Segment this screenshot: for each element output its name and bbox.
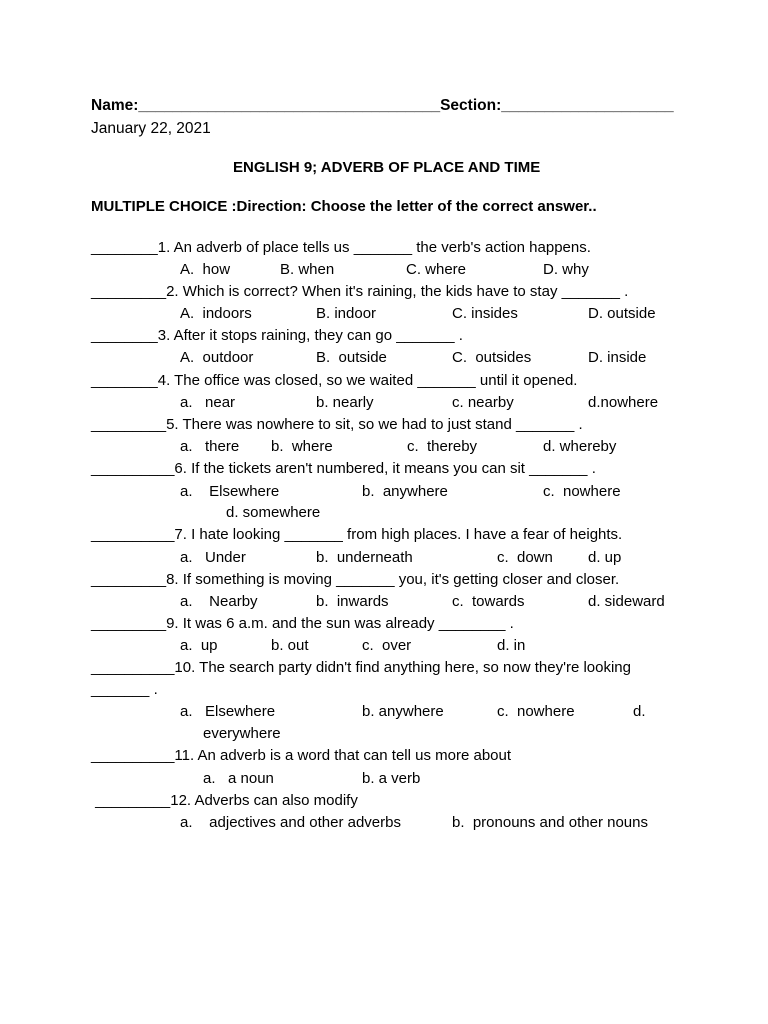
q2-option-a: A. indoors — [180, 305, 252, 322]
q12-option-b: b. pronouns and other nouns — [452, 814, 648, 831]
q7-option-b: b. underneath — [316, 549, 413, 566]
q6-option-c: c. nowhere — [543, 483, 621, 500]
q7-option-a: a. Under — [180, 549, 246, 566]
q5-option-c: c. thereby — [407, 438, 478, 455]
q6-option-d: d. somewhere — [226, 504, 321, 521]
q1-option-c: C. where — [406, 261, 467, 278]
q2-option-d: D. outside — [588, 305, 656, 322]
q11-option-b: b. a verb — [362, 770, 421, 787]
q7-option-c: c. down — [497, 549, 553, 566]
q1-option-b: B. when — [280, 261, 335, 278]
question-7: __________7. I hate looking _______ from high places. I have a fear of heights. — [91, 526, 623, 543]
q3-option-d: D. inside — [588, 349, 647, 366]
q9-option-d: d. in — [497, 637, 526, 654]
q8-option-c: c. towards — [452, 593, 525, 610]
q6-option-b: b. anywhere — [362, 483, 448, 500]
q9-option-c: c. over — [362, 637, 412, 654]
question-6: __________6. If the tickets aren't numbered, it means you can sit _______ . — [91, 460, 596, 477]
q11-option-a: a. a noun — [203, 770, 274, 787]
q1-option-a: A. how — [180, 261, 231, 278]
q2-option-b: B. indoor — [316, 305, 377, 322]
q4-option-a: a. near — [180, 394, 236, 411]
q8-option-a: a. Nearby — [180, 593, 258, 610]
q6-option-a: a. Elsewhere — [180, 483, 280, 500]
q4-option-b: b. nearly — [316, 394, 374, 411]
question-3: ________3. After it stops raining, they can go _______ . — [91, 327, 463, 344]
q3-option-b: B. outside — [316, 349, 387, 366]
question-9: _________9. It was 6 a.m. and the sun was already ________ . — [91, 615, 514, 632]
q4-option-d: d.nowhere — [588, 394, 659, 411]
question-10: __________10. The search party didn't find anything here, so now they're looking — [91, 659, 631, 676]
q10-option-b: b. anywhere — [362, 703, 444, 720]
q5-option-b: b. where — [271, 438, 333, 455]
q10-option-a: a. Elsewhere — [180, 703, 276, 720]
q3-option-a: A. outdoor — [180, 349, 254, 366]
q1-option-d: D. why — [543, 261, 589, 278]
question-12: _________12. Adverbs can also modify — [91, 792, 358, 809]
q2-option-c: C. insides — [452, 305, 518, 322]
question-2: _________2. Which is correct? When it's raining, the kids have to stay _______ . — [91, 283, 629, 300]
q9-option-b: b. out — [271, 637, 309, 654]
question-5: _________5. There was nowhere to sit, so we had to just stand _______ . — [91, 416, 583, 433]
q4-option-c: c. nearby — [452, 394, 514, 411]
question-10-cont: _______ . — [91, 681, 158, 698]
q8-option-d: d. sideward — [588, 593, 665, 610]
page-title: ENGLISH 9; ADVERB OF PLACE AND TIME — [233, 159, 541, 176]
q10-option-c: c. nowhere — [497, 703, 575, 720]
question-4: ________4. The office was closed, so we waited _______ until it opened. — [91, 372, 578, 389]
name-section-line: Name:___________________________________Section:____________________ — [91, 97, 674, 114]
question-11: __________11. An adverb is a word that can tell us more about — [91, 747, 512, 764]
q3-option-c: C. outsides — [452, 349, 532, 366]
q10-option-d: d. — [633, 703, 646, 720]
direction: MULTIPLE CHOICE :Direction: Choose the letter of the correct answer.. — [91, 198, 597, 215]
date: January 22, 2021 — [91, 120, 211, 137]
q10-option-d-text: everywhere — [203, 725, 281, 742]
q9-option-a: a. up — [180, 637, 218, 654]
q12-option-a: a. adjectives and other adverbs — [180, 814, 401, 831]
question-8: _________8. If something is moving _______ you, it's getting closer and closer. — [91, 571, 620, 588]
q8-option-b: b. inwards — [316, 593, 389, 610]
question-1: ________1. An adverb of place tells us _______ the verb's action happens. — [91, 239, 591, 256]
q5-option-d: d. whereby — [543, 438, 617, 455]
q5-option-a: a. there — [180, 438, 240, 455]
q7-option-d: d. up — [588, 549, 622, 566]
